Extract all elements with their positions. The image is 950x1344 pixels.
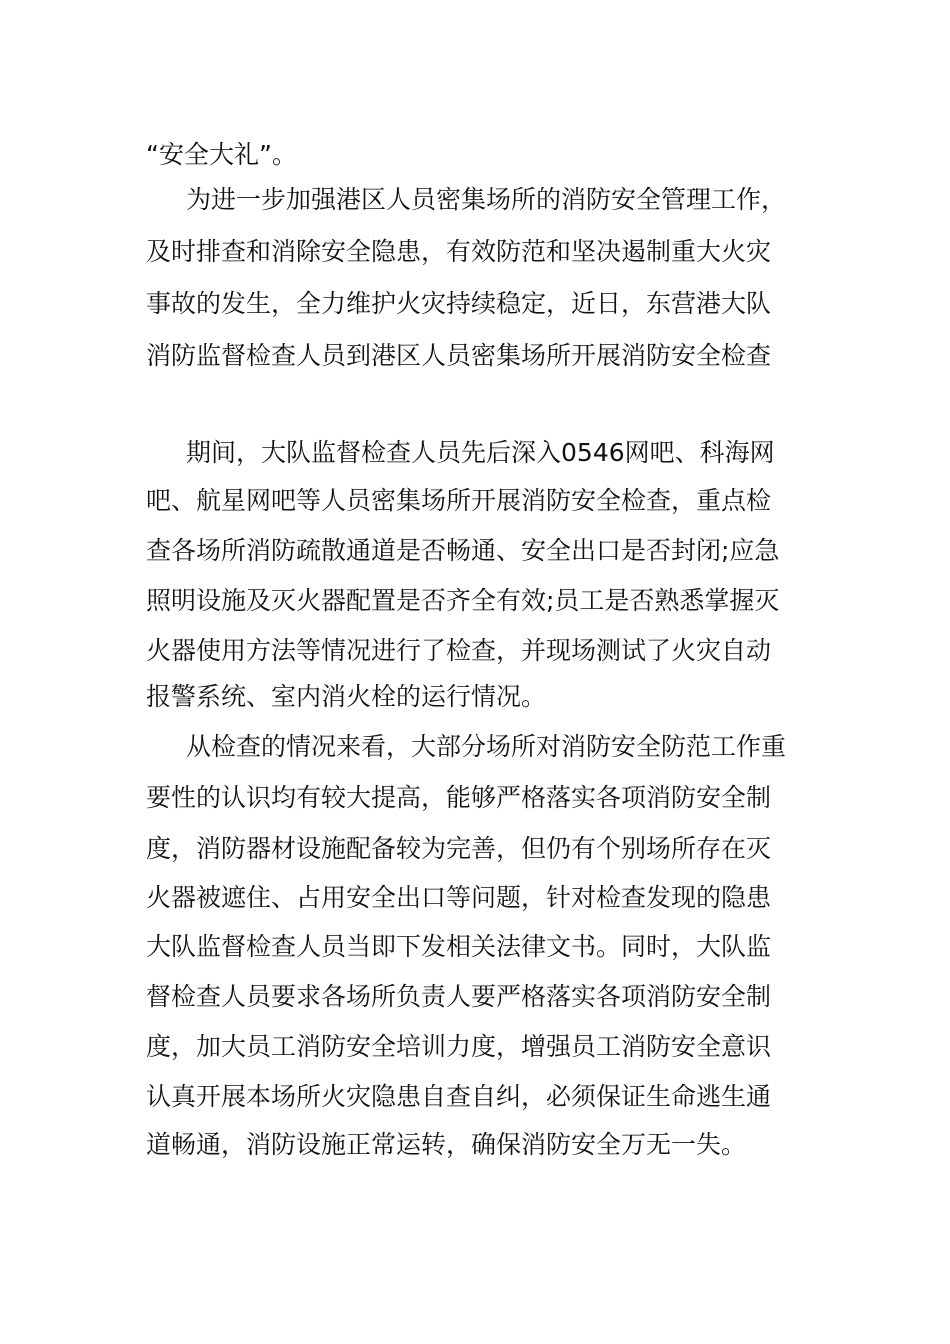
text-line: 事故的发生，全力维护火灾持续稳定，近日，东营港大队: [146, 289, 772, 318]
text-line: 督检查人员要求各场所负责人要严格落实各项消防安全制: [146, 982, 772, 1011]
text-line: 及时排查和消除安全隐患，有效防范和坚决遏制重大火灾: [146, 237, 772, 266]
text-line: 道畅通，消防设施正常运转，确保消防安全万无一失。: [146, 1130, 747, 1159]
text-line: 要性的认识均有较大提高，能够严格落实各项消防安全制: [146, 783, 772, 812]
text-line: 查各场所消防疏散通道是否畅通、安全出口是否封闭;应急: [146, 536, 780, 565]
paragraph-start: 为进一步加强港区人员密集场所的消防安全管理工作，: [186, 185, 787, 214]
text-line: 大队监督检查人员当即下发相关法律文书。同时，大队监: [146, 932, 772, 961]
text-line: 消防监督检查人员到港区人员密集场所开展消防安全检查: [146, 341, 772, 370]
paragraph-start: 期间，大队监督检查人员先后深入0546网吧、科海网: [186, 438, 775, 467]
text-line: 报警系统、室内消火栓的运行情况。: [146, 682, 547, 711]
text-line: “安全大礼”。: [146, 140, 297, 169]
paragraph-start: 从检查的情况来看，大部分场所对消防安全防范工作重: [186, 732, 787, 761]
text-line: 吧、航星网吧等人员密集场所开展消防安全检查，重点检: [146, 486, 772, 515]
text-line: 度，消防器材设施配备较为完善，但仍有个别场所存在灭: [146, 834, 772, 863]
text-line: 火器使用方法等情况进行了检查，并现场测试了火灾自动: [146, 636, 772, 665]
text-line: 照明设施及灭火器配置是否齐全有效;员工是否熟悉掌握灭: [146, 586, 780, 615]
text-line: 火器被遮住、占用安全出口等问题，针对检查发现的隐患: [146, 883, 772, 912]
text-line: 度，加大员工消防安全培训力度，增强员工消防安全意识: [146, 1032, 772, 1061]
text-line: 认真开展本场所火灾隐患自查自纠，必须保证生命逃生通: [146, 1082, 772, 1111]
